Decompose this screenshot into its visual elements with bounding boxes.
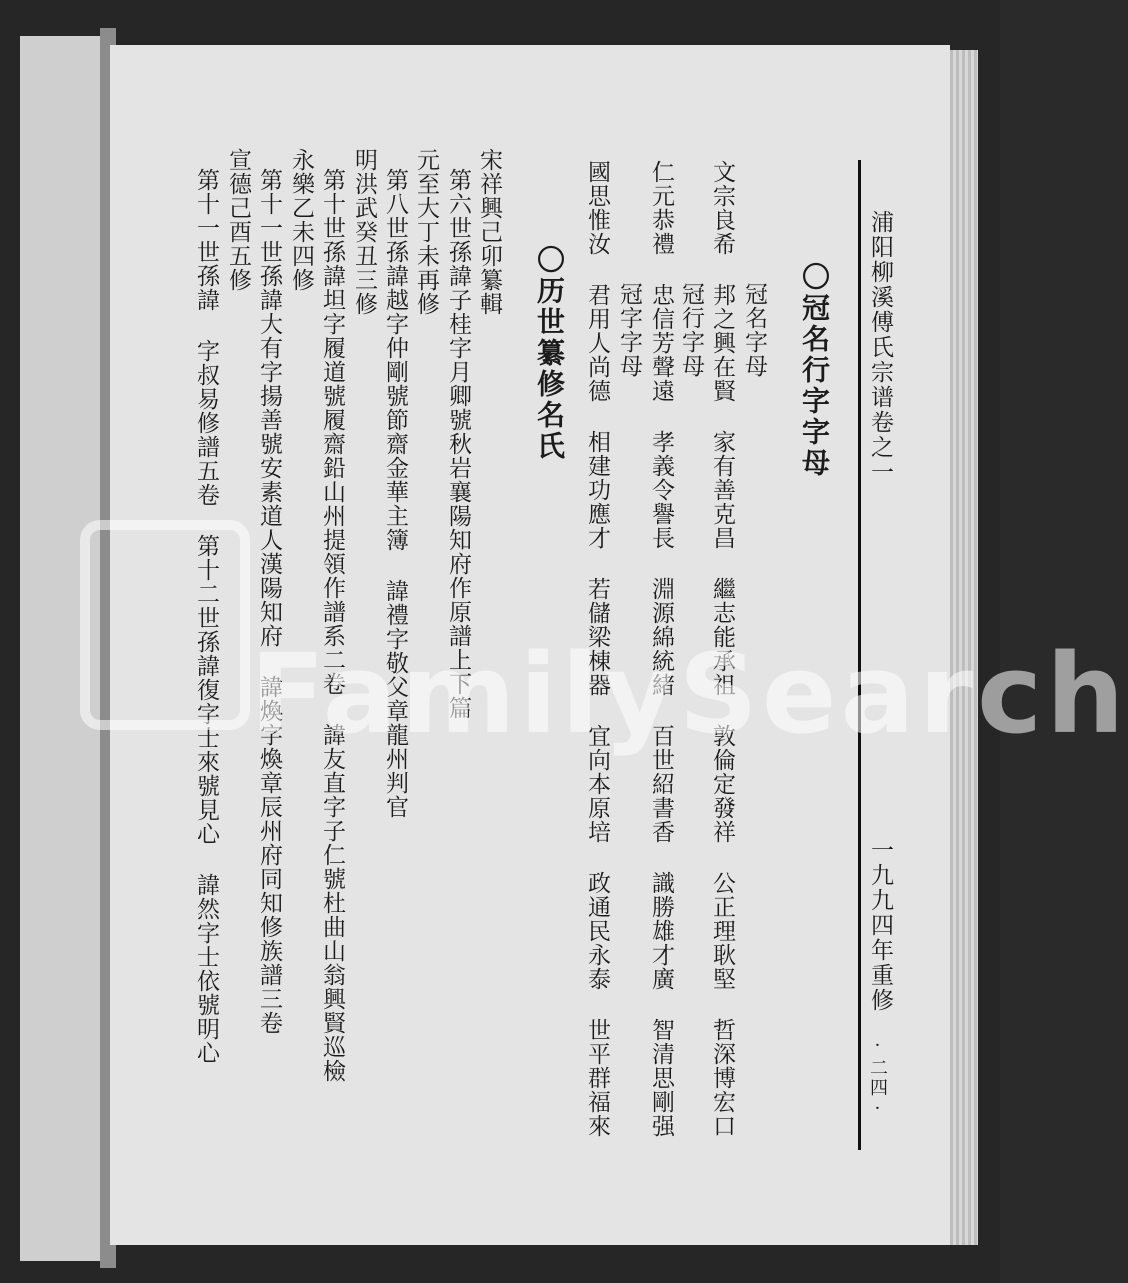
text-column: 第十一世孫諱 字叔易修譜五卷 第十二世孫諱復字士來號見心 諱然字士依號明心 xyxy=(193,168,219,1065)
text-column: 永樂乙未四修 xyxy=(288,148,314,292)
text-column: 第十世孫諱坦字履道號履齋鉛山州提領作譜系二卷 諱友直字子仁號杜曲山翁興賢巡檢 xyxy=(319,168,345,1083)
text-column: 明洪武癸丑三修 xyxy=(351,148,377,316)
text-column: 第十一世孫諱大有字揚善號安素道人漢陽知府 諱煥字煥章辰州府同知修族譜三卷 xyxy=(256,168,282,1035)
text-column: 冠名字母 xyxy=(741,282,767,378)
text-column: 冠行字母 xyxy=(678,282,704,378)
text-column: 宋祥興己卯纂輯 xyxy=(476,148,502,316)
text-column: 文宗良希 邦之興在賢 家有善克昌 繼志能承祖 敦倫定發祥 公正理耿堅 哲深博宏口 xyxy=(709,160,735,1138)
book-title: 浦阳柳溪傅氏宗谱卷之一 xyxy=(867,210,893,485)
text-column: 宣德己酉五修 xyxy=(225,148,251,292)
edition-note: 一九九四年重修 xyxy=(867,838,893,1013)
text-column: 仁元恭禮 忠信芳聲遠 孝義令譽長 淵源綿統緒 百世紹書香 識勝雄才廣 智清思剛强 xyxy=(648,160,674,1138)
text-column: 元至大丁未再修 xyxy=(413,148,439,316)
text-column: 第八世孫諱越字仲剛號節齋金華主簿 諱禮字敬父章龍州判官 xyxy=(382,168,408,819)
text-column: 冠字字母 xyxy=(616,282,642,378)
text-column: 第六世孫諱子桂字月卿號秋岩襄陽知府作原譜上下篇 xyxy=(445,168,471,720)
page-number: ·二四· xyxy=(867,1035,888,1121)
section-heading-names: 〇冠名行字字母 xyxy=(798,262,831,479)
familysearch-logo-watermark xyxy=(80,520,250,730)
familysearch-watermark: FamilySearch xyxy=(250,630,1128,758)
section-heading-revisions: 〇历世纂修名氏 xyxy=(533,245,566,462)
text-column: 國思惟汝 君用人尚德 相建功應才 若儲梁棟器 宜向本原培 政通民永泰 世平群福來 xyxy=(584,160,610,1138)
